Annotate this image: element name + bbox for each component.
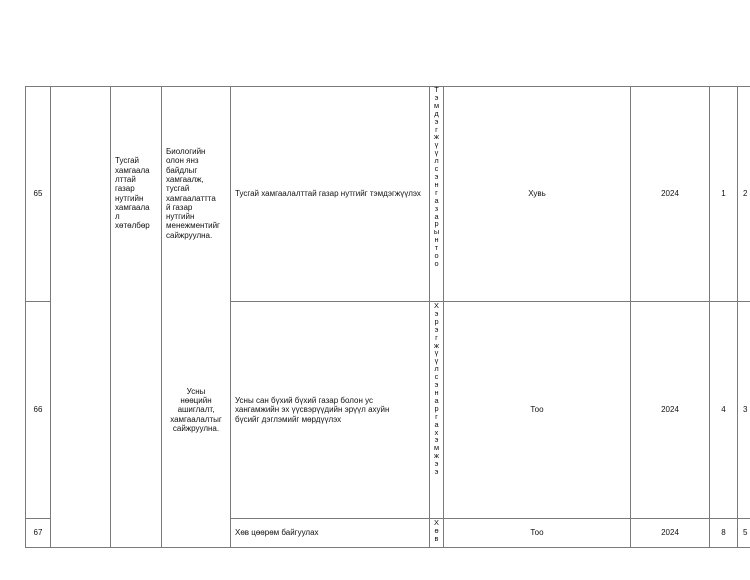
indicator-text: Тусгай хамгаалалттай газар нутгийг тэмдэгжүүлэх: [235, 188, 421, 198]
year-cell: 2024: [661, 188, 679, 198]
column-divider: [50, 86, 51, 548]
value-cell: 3: [743, 405, 748, 415]
row-number: 65: [33, 188, 43, 198]
row-number: 67: [33, 528, 43, 538]
value-cell: 2: [743, 188, 748, 198]
indicator-text: Усны сан бүхий бүхий газар болон ус хангамжийн эх үүсвэрүүдийн эрүүл ахуйн бүсийг дэглэмийг мөрдүүлэх: [235, 396, 390, 424]
year-cell: 2024: [661, 528, 679, 538]
column-divider: [110, 86, 111, 548]
vertical-label: [430, 302, 443, 518]
unit-cell: Тоо: [530, 528, 544, 538]
value-cell: 5: [743, 528, 748, 538]
program-name: Тусгай хамгаала лттай газар нутгийн хамгаала л хөтөлбөр: [115, 156, 150, 231]
vertical-label-text: Х ө в: [434, 519, 439, 543]
table-bottom-border: [25, 547, 750, 548]
row-number: 66: [33, 405, 43, 415]
value-cell: 1: [721, 188, 726, 198]
vertical-label: [430, 86, 443, 301]
vertical-label-text: Х э р э г ж ү ү л с э н а р г а х э м ж э э: [433, 302, 440, 477]
unit-cell: Хувь: [528, 188, 546, 198]
column-divider: [737, 86, 738, 548]
objective-text: Биологийн олон янз байдлыг хамгаалж, тусгай хамгаалаттта й газар нутгийн менежментийг сайжруулна.: [166, 147, 220, 240]
column-divider: [230, 86, 231, 548]
value-cell: 8: [721, 528, 726, 538]
objective-text: Усны нөөцийн ашиглалт, хамгаалалтыг сайжруулна.: [170, 386, 222, 433]
vertical-label: [430, 519, 443, 547]
indicator-text: Хөв цөөрөм байгуулах: [235, 528, 319, 538]
data-table: [25, 86, 750, 548]
year-cell: 2024: [661, 405, 679, 415]
unit-cell: Тоо: [530, 405, 544, 415]
value-cell: 4: [721, 405, 726, 415]
vertical-label-text: Т э м д э г ж ү ү л с э н г а з а р ы н т о о: [433, 86, 440, 268]
